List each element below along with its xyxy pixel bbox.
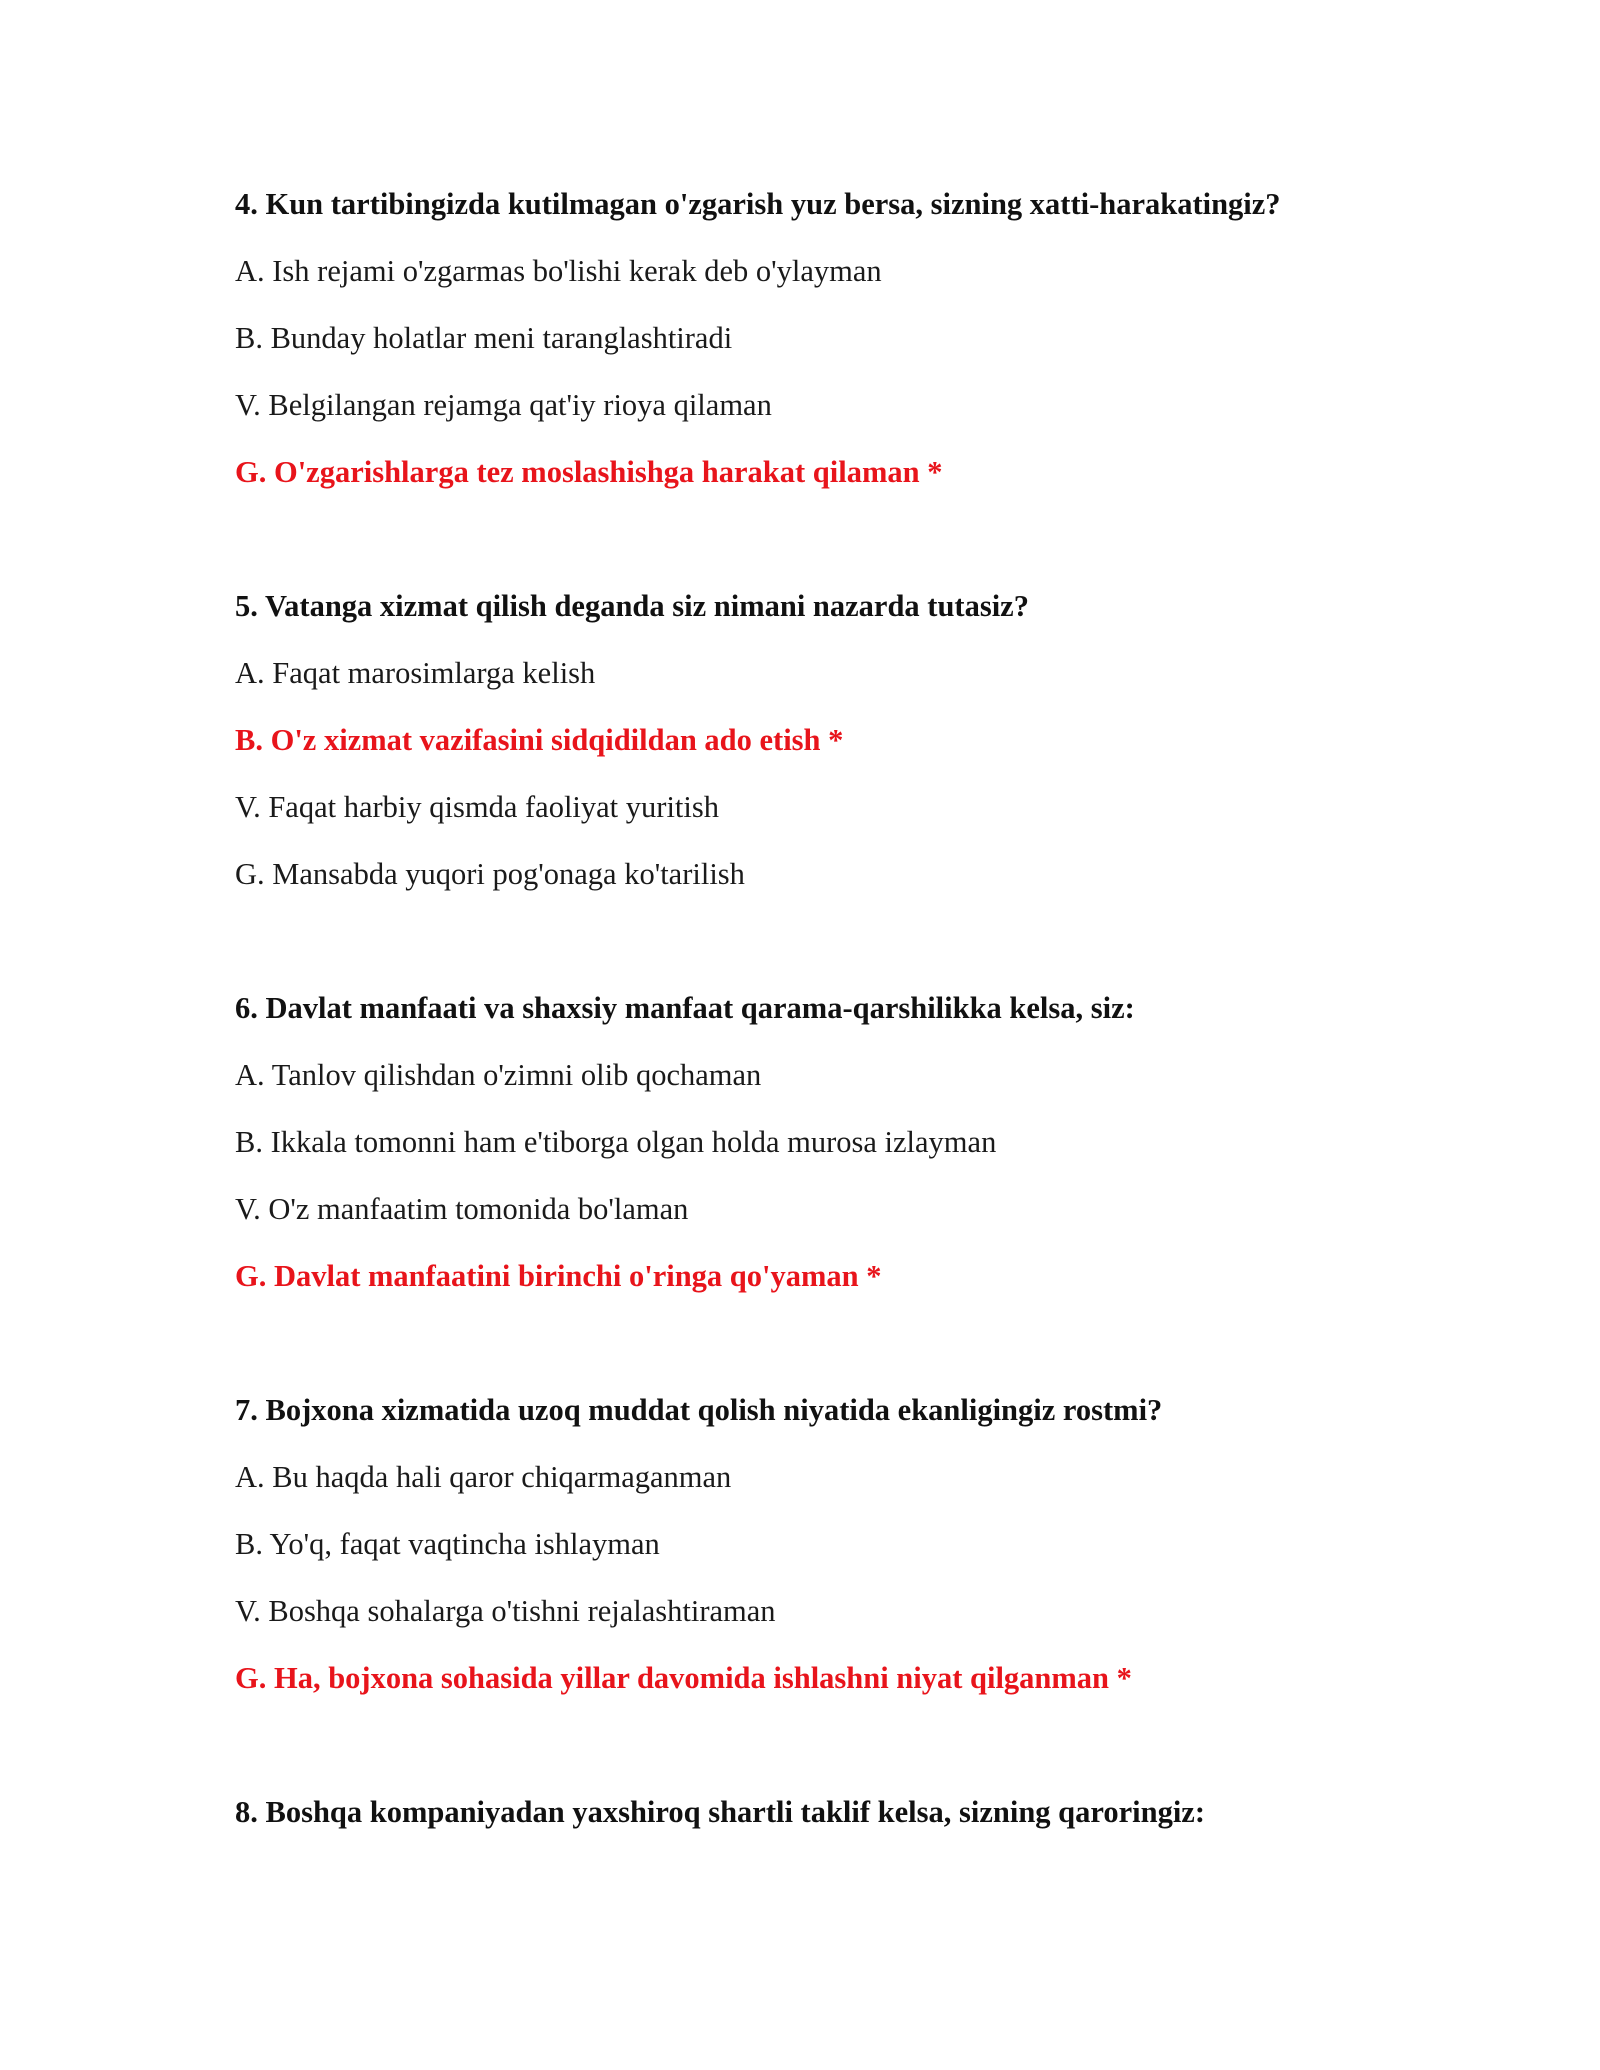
question-5-option-v: V. Faqat harbiy qismda faoliyat yuritish — [235, 790, 719, 824]
question-4-option-a: A. Ish rejami o'zgarmas bo'lishi kerak deb o'ylayman — [235, 254, 882, 288]
question-7-option-v: V. Boshqa sohalarga o'tishni rejalashtiraman — [235, 1594, 776, 1628]
question-7-option-b: B. Yo'q, faqat vaqtincha ishlayman — [235, 1527, 660, 1561]
question-7-option-a: A. Bu haqda hali qaror chiqarmaganman — [235, 1460, 732, 1494]
question-6-text: 6. Davlat manfaati va shaxsiy manfaat qarama-qarshilikka kelsa, siz: — [235, 991, 1135, 1025]
question-5-option-g: G. Mansabda yuqori pog'onaga ko'tarilish — [235, 857, 745, 891]
question-5-option-a: A. Faqat marosimlarga kelish — [235, 656, 596, 690]
question-6-option-b: B. Ikkala tomonni ham e'tiborga olgan holda murosa izlayman — [235, 1125, 997, 1159]
question-4-option-v: V. Belgilangan rejamga qat'iy rioya qilaman — [235, 388, 772, 422]
question-6-option-g-correct: G. Davlat manfaatini birinchi o'ringa qo'yaman * — [235, 1259, 882, 1293]
question-7-text: 7. Bojxona xizmatida uzoq muddat qolish niyatida ekanligingiz rostmi? — [235, 1393, 1163, 1427]
question-6-option-v: V. O'z manfaatim tomonida bo'laman — [235, 1192, 689, 1226]
question-5-text: 5. Vatanga xizmat qilish deganda siz nimani nazarda tutasiz? — [235, 589, 1029, 623]
question-7-option-g-correct: G. Ha, bojxona sohasida yillar davomida ishlashni niyat qilganman * — [235, 1661, 1132, 1695]
question-4-option-g-correct: G. O'zgarishlarga tez moslashishga harakat qilaman * — [235, 455, 943, 489]
question-5-option-b-correct: B. O'z xizmat vazifasini sidqidildan ado etish * — [235, 723, 844, 757]
question-4-option-b: B. Bunday holatlar meni taranglashtiradi — [235, 321, 733, 355]
question-4-text: 4. Kun tartibingizda kutilmagan o'zgarish yuz bersa, sizning xatti-harakatingiz? — [235, 187, 1281, 221]
question-8-text: 8. Boshqa kompaniyadan yaxshiroq shartli taklif kelsa, sizning qaroringiz: — [235, 1795, 1205, 1829]
question-6-option-a: A. Tanlov qilishdan o'zimni olib qochaman — [235, 1058, 762, 1092]
